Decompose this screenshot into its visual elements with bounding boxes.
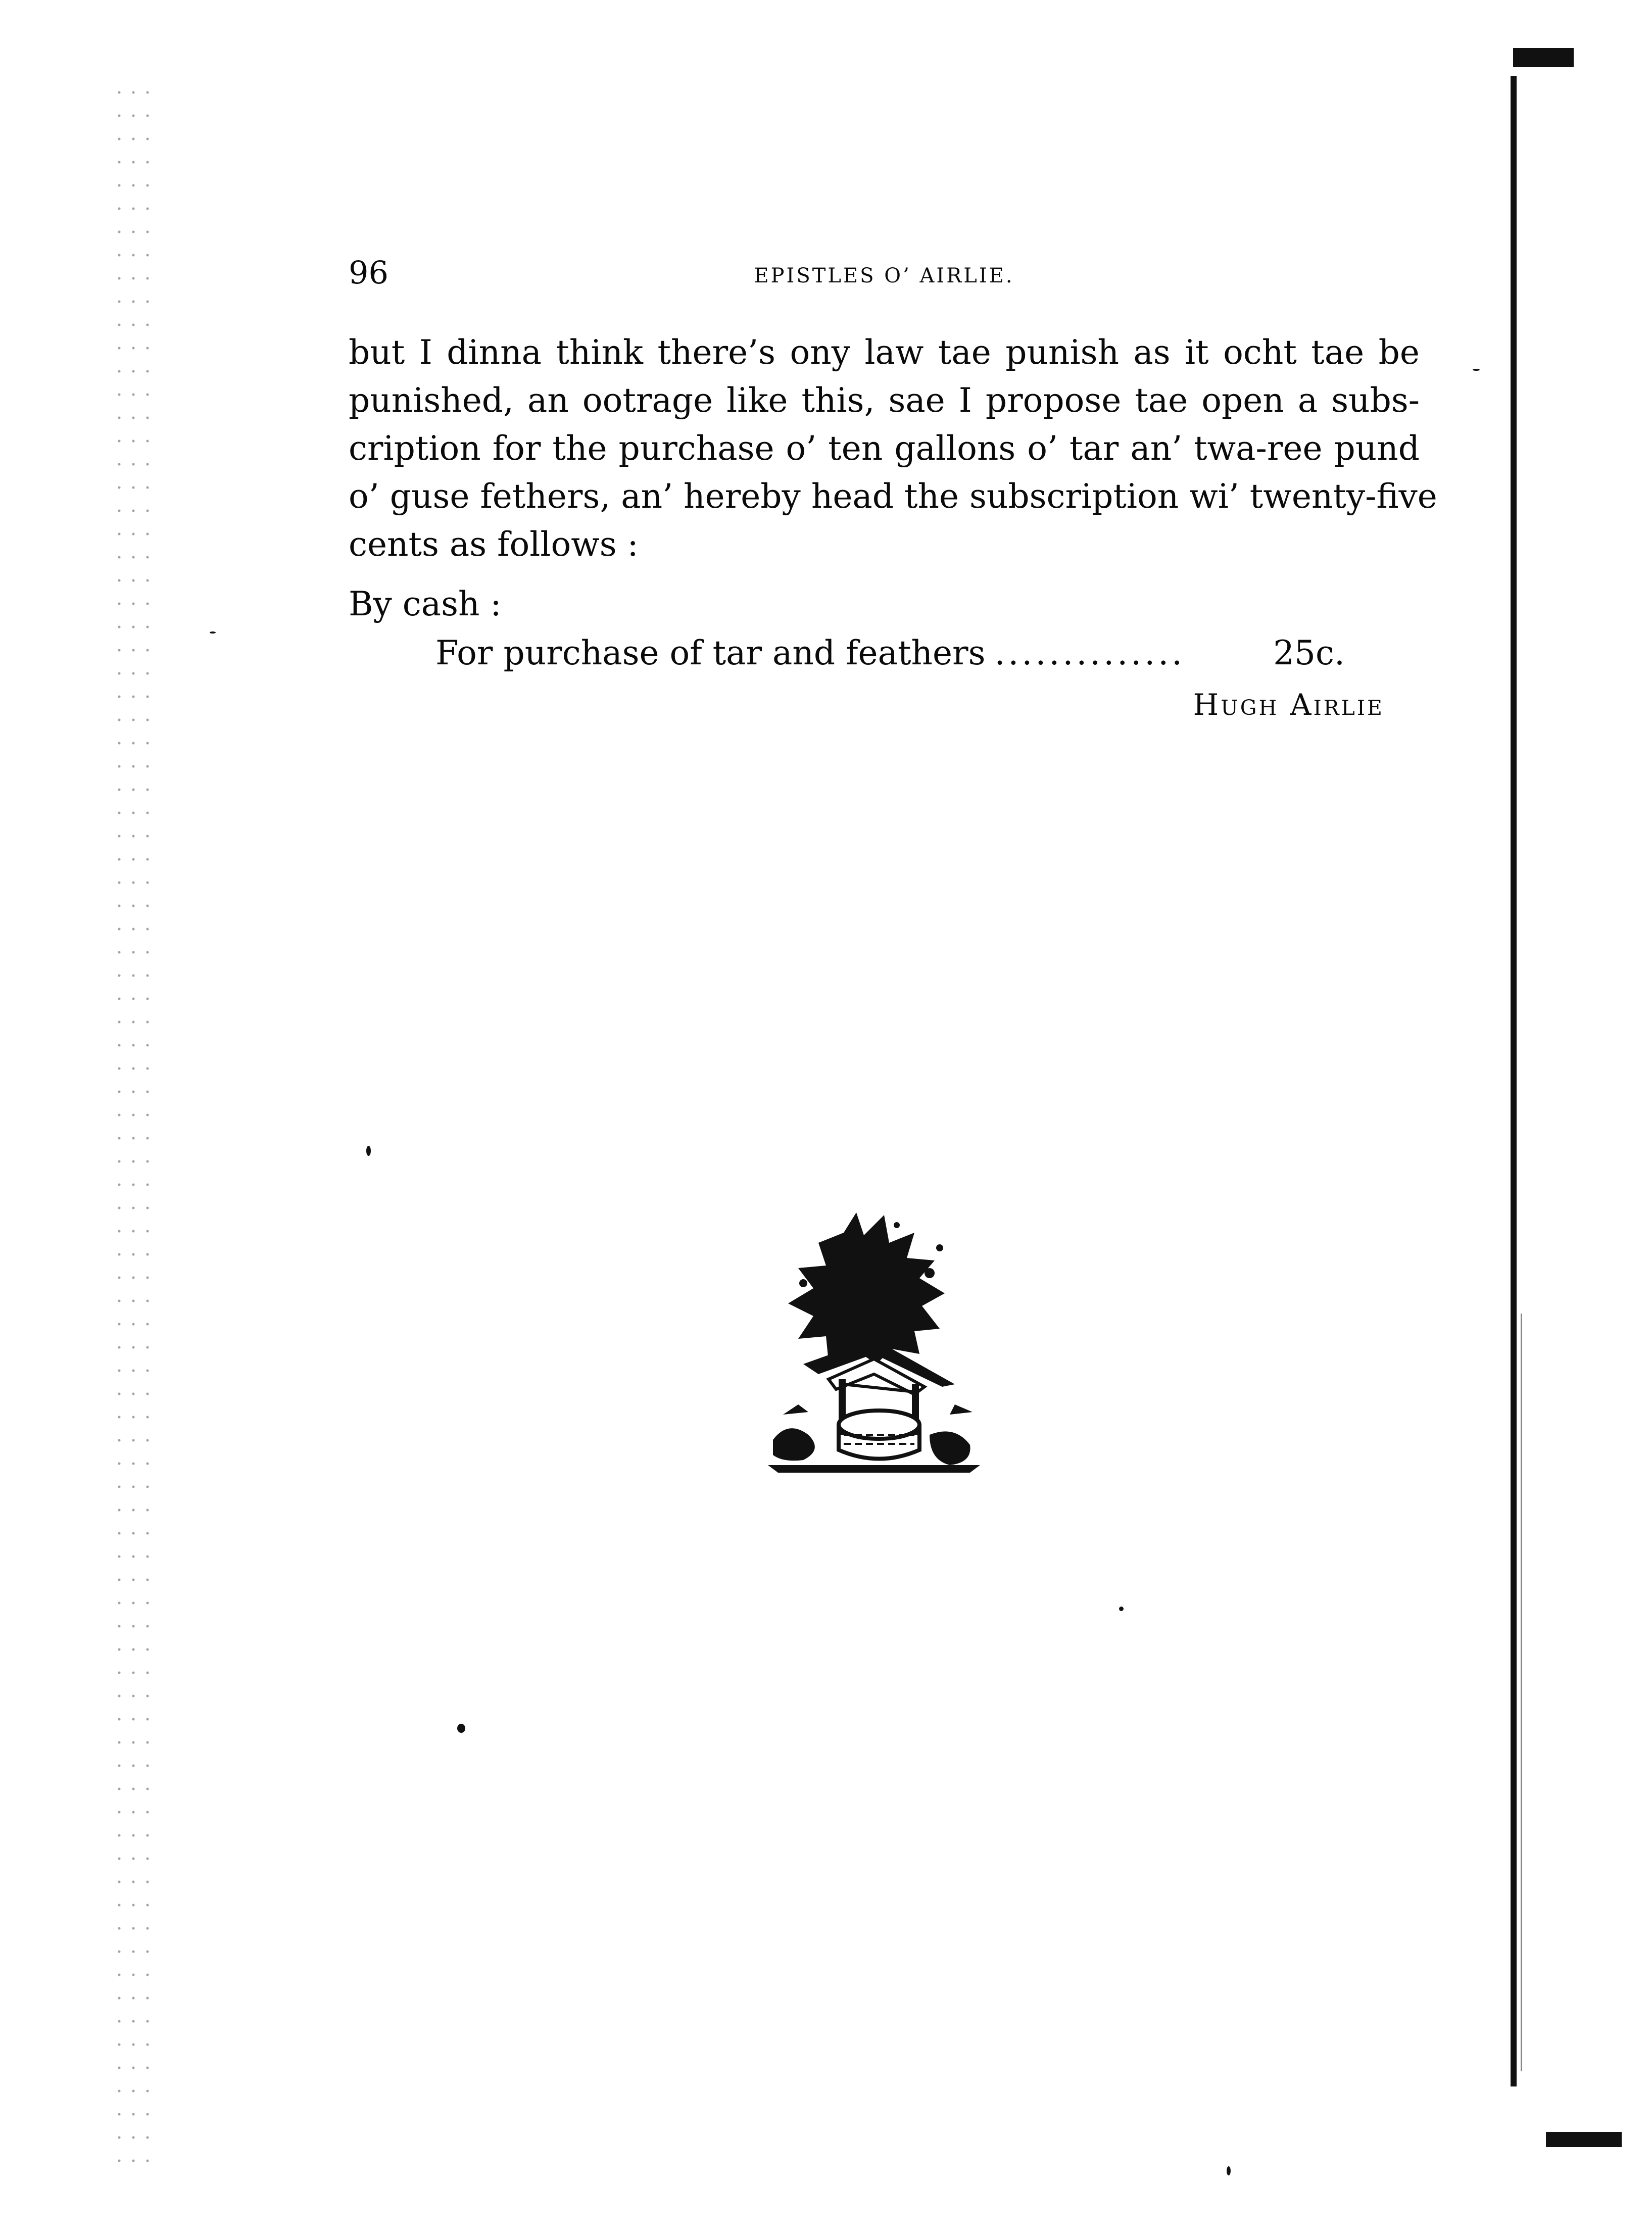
body-line: cription for the purchase o’ ten gallons o’ tar an’ twa-ree pund — [349, 429, 1420, 468]
page-header — [349, 253, 1420, 293]
body-paragraph — [349, 328, 1437, 568]
page-number: 96 — [349, 254, 388, 291]
ink-speck — [1227, 2166, 1231, 2175]
scan-margin-artifacts — [112, 81, 158, 2177]
ink-speck — [1473, 369, 1480, 371]
running-head: EPISTLES O’ AIRLIE. — [754, 264, 1014, 287]
scan-edge-bottom-mark — [1546, 2132, 1622, 2147]
scan-edge-thin-line — [1521, 1314, 1522, 2071]
body-line: cents as follows : — [349, 525, 639, 564]
body-line: o’ guse fethers, an’ hereby head the subscription wi’ twenty-five — [349, 477, 1437, 516]
ledger-entry-amount: 25c. — [1273, 634, 1345, 672]
body-line: punished, an ootrage like this, sae I propose tae open a subs- — [349, 381, 1420, 420]
ledger-entry-description: For purchase of tar and feathers — [435, 634, 986, 672]
tree-and-well-vignette-icon — [768, 1212, 980, 1475]
ink-speck — [457, 1724, 465, 1733]
ink-speck — [366, 1146, 371, 1156]
scan-edge-line — [1511, 76, 1517, 2086]
ink-speck — [1119, 1607, 1124, 1611]
signature: Hugh Airlie — [1193, 688, 1384, 722]
scan-edge-top-mark — [1513, 48, 1574, 67]
ledger-entry — [435, 629, 1345, 677]
ledger-entry-leader: .............. — [994, 634, 1186, 672]
ink-speck — [210, 632, 216, 634]
ledger-heading: By cash : — [349, 585, 502, 623]
body-line: but I dinna think there’s ony law tae punish as it ocht tae be — [349, 333, 1420, 372]
